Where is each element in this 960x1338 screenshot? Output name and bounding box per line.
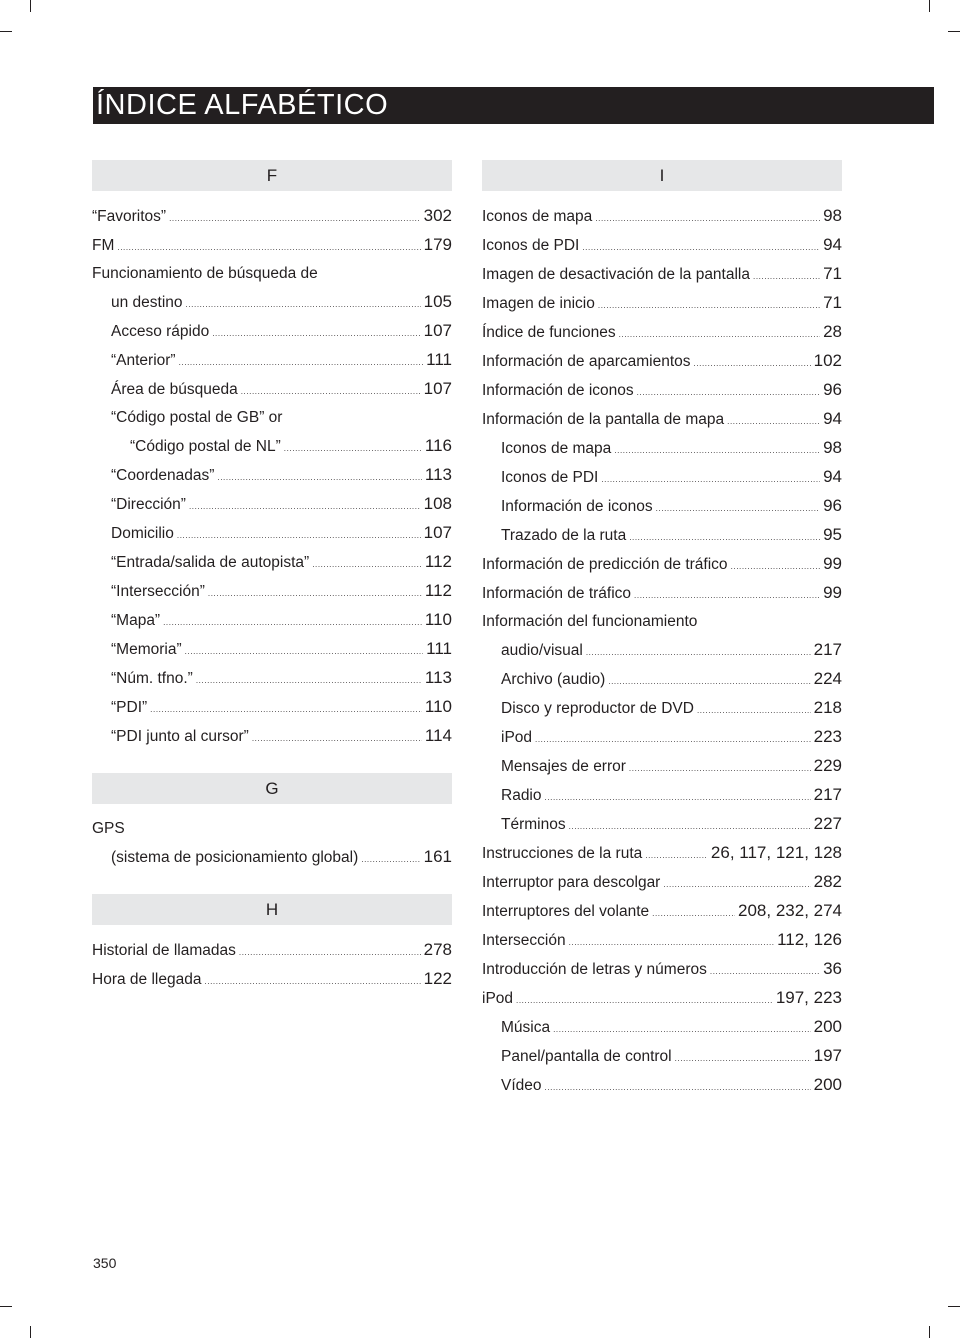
dot-leader [656, 504, 820, 512]
entry-label: Instrucciones de la ruta [482, 845, 643, 862]
entry-label: Interruptor para descolgar [482, 874, 661, 891]
entry-label: Imagen de desactivación de la pantalla [482, 266, 750, 283]
entry-label: Trazado de la ruta [501, 527, 627, 544]
entry-page: 71 [823, 293, 842, 312]
entry-page: 218 [813, 698, 842, 717]
entry-label: Mensajes de error [501, 758, 626, 775]
entry-page: 71 [823, 264, 842, 283]
index-subentry[interactable] [482, 752, 842, 781]
entry-page: 26, 117, 121, 128 [710, 843, 842, 862]
entry-page: 111 [426, 639, 452, 658]
index-subentry[interactable] [92, 317, 452, 346]
dot-leader [361, 855, 420, 863]
dot-leader [595, 214, 820, 222]
index-entry[interactable] [482, 839, 842, 868]
page-number: 350 [93, 1255, 117, 1271]
dot-leader [169, 214, 421, 222]
crop-mark [0, 31, 12, 32]
index-entry[interactable] [482, 636, 842, 665]
entry-label: Iconos de mapa [501, 440, 612, 457]
entry-label: Archivo (audio) [501, 671, 606, 688]
entry-page: 217 [813, 640, 842, 659]
entry-label: Acceso rápido [111, 323, 210, 340]
dot-leader [586, 648, 811, 656]
entry-page: 112, 126 [777, 930, 842, 949]
entry-page: 197, 223 [775, 988, 842, 1007]
index-entry[interactable] [482, 260, 842, 289]
entry-label: Interruptores del volante [482, 903, 650, 920]
index-subentry[interactable] [482, 434, 842, 463]
index-subentry[interactable] [482, 492, 842, 521]
dot-leader [217, 473, 421, 481]
section-letter: G [265, 779, 279, 798]
index-subentry[interactable] [482, 1071, 842, 1100]
entry-page: 99 [823, 554, 842, 573]
dot-leader [601, 475, 820, 483]
entry-page: 107 [423, 523, 452, 542]
index-subentry[interactable] [92, 606, 452, 635]
index-column-left [92, 160, 452, 994]
entry-label: (sistema de posicionamiento global) [111, 849, 359, 866]
crop-mark [948, 1306, 960, 1307]
entry-label: Vídeo [501, 1077, 542, 1094]
dot-leader [177, 531, 421, 539]
index-subentry[interactable] [482, 694, 842, 723]
index-entry[interactable] [92, 965, 452, 994]
index-subentry[interactable] [482, 723, 842, 752]
section-header-g [92, 773, 452, 804]
index-entry[interactable] [482, 347, 842, 376]
entry-page: 28 [823, 322, 842, 341]
crop-mark [30, 1326, 31, 1338]
dot-leader [241, 387, 421, 395]
dot-leader [545, 1083, 811, 1091]
index-subentry[interactable] [482, 1013, 842, 1042]
entry-first-line: Información del funcionamiento [482, 613, 698, 630]
entry-page: 95 [823, 525, 842, 544]
entry-page: 278 [423, 940, 452, 959]
index-entry[interactable] [92, 288, 452, 317]
crop-mark [929, 0, 930, 12]
entry-page: 111 [426, 350, 452, 369]
entry-page: 161 [423, 847, 452, 866]
index-entry[interactable] [482, 318, 842, 347]
index-subentry[interactable] [92, 432, 452, 461]
entry-label: Disco y reproductor de DVD [501, 700, 694, 717]
dot-leader [731, 562, 821, 570]
entry-label: Información de iconos [482, 382, 634, 399]
entry-label: “Anterior” [111, 352, 176, 369]
dot-leader [753, 272, 820, 280]
entry-label: Hora de llegada [92, 971, 202, 988]
section-g-entries [92, 804, 452, 872]
index-entry[interactable] [482, 984, 842, 1013]
entry-label: Información de iconos [501, 498, 653, 515]
dot-leader [196, 676, 422, 684]
section-h-entries [92, 925, 452, 994]
entry-label: iPod [482, 990, 514, 1007]
entry-page: 94 [823, 409, 842, 428]
dot-leader [204, 977, 420, 985]
entry-first-line: Funcionamiento de búsqueda de [92, 265, 318, 282]
index-subentry[interactable] [482, 810, 842, 839]
entry-page: 197 [813, 1046, 842, 1065]
entry-label: Área de búsqueda [111, 381, 238, 398]
crop-mark [0, 1306, 12, 1307]
entry-page: 112 [424, 581, 452, 600]
entry-page: 229 [813, 756, 842, 775]
index-entry[interactable] [482, 897, 842, 926]
entry-label: “Mapa” [111, 612, 161, 629]
index-entry[interactable] [482, 868, 842, 897]
index-entry[interactable] [92, 202, 452, 231]
dot-leader [239, 948, 421, 956]
index-subentry[interactable] [92, 722, 452, 751]
index-entry[interactable] [92, 843, 452, 872]
entry-label: “PDI” [111, 699, 148, 716]
entry-label: “Memoria” [111, 641, 182, 658]
index-subentry[interactable] [92, 346, 452, 375]
index-subentry[interactable] [482, 463, 842, 492]
dot-leader [619, 330, 821, 338]
entry-page: 98 [823, 438, 842, 457]
dot-leader [189, 502, 421, 510]
entry-label: Domicilio [111, 525, 174, 542]
entry-page: 94 [823, 235, 842, 254]
entry-label: “Intersección” [111, 583, 205, 600]
entry-label: Introducción de letras y números [482, 961, 707, 978]
entry-page: 113 [424, 465, 452, 484]
entry-label: Información de tráfico [482, 585, 632, 602]
entry-first-line: GPS [92, 820, 125, 837]
entry-label: “Coordenadas” [111, 467, 215, 484]
entry-page: 179 [423, 235, 452, 254]
entry-label: iPod [501, 729, 533, 746]
entry-page: 217 [813, 785, 842, 804]
entry-page: 108 [423, 494, 452, 513]
entry-label: Iconos de mapa [482, 208, 593, 225]
index-subentry[interactable] [92, 577, 452, 606]
entry-page: 114 [424, 726, 452, 745]
index-subentry[interactable] [482, 1042, 842, 1071]
dot-leader [312, 560, 422, 568]
index-entry[interactable] [92, 936, 452, 965]
entry-page: 107 [423, 379, 452, 398]
index-column-right [482, 160, 842, 1100]
entry-label: Intersección [482, 932, 566, 949]
crop-mark [929, 1326, 930, 1338]
index-subentry[interactable] [92, 519, 452, 548]
entry-page: 113 [424, 668, 452, 687]
entry-page: 105 [423, 292, 452, 311]
dot-leader [598, 301, 820, 309]
entry-page: 200 [813, 1075, 842, 1094]
entry-label: Radio [501, 787, 542, 804]
dot-leader [545, 793, 811, 801]
index-subentry[interactable] [92, 490, 452, 519]
index-subentry[interactable] [92, 635, 452, 664]
dot-leader [252, 734, 422, 742]
entry-page: 96 [823, 380, 842, 399]
section-letter: F [266, 166, 278, 185]
dot-leader [663, 880, 810, 888]
section-letter: I [659, 166, 665, 185]
index-subentry[interactable] [482, 521, 842, 550]
index-entry[interactable] [482, 231, 842, 260]
section-header-i [482, 160, 842, 191]
entry-label: Información de la pantalla de mapa [482, 411, 725, 428]
entry-label: Términos [501, 816, 566, 833]
section-f-entries [92, 191, 452, 751]
dot-leader [629, 533, 820, 541]
section-header-h [92, 894, 452, 925]
index-entry[interactable] [482, 405, 842, 434]
dot-leader [150, 705, 422, 713]
entry-page: 112 [424, 552, 452, 571]
dot-leader [569, 822, 811, 830]
index-subentry[interactable] [92, 461, 452, 490]
entry-page: 110 [424, 610, 452, 629]
section-i-entries [482, 191, 842, 1100]
dot-leader [608, 677, 810, 685]
entry-page: 302 [423, 206, 452, 225]
index-subentry[interactable] [482, 665, 842, 694]
entry-label: “Código postal de NL” [130, 438, 281, 455]
dot-leader [163, 618, 422, 626]
entry-label: FM [92, 237, 115, 254]
entry-label: Información de predicción de tráfico [482, 556, 728, 573]
entry-page: 223 [813, 727, 842, 746]
dot-leader [208, 589, 422, 597]
index-subentry[interactable] [92, 664, 452, 693]
dot-leader [697, 706, 811, 714]
dot-leader [185, 647, 424, 655]
index-subentry[interactable] [482, 781, 842, 810]
entry-label: Información de aparcamientos [482, 353, 691, 370]
dot-leader [710, 967, 820, 975]
entry-label: Imagen de inicio [482, 295, 595, 312]
entry-page: 122 [423, 969, 452, 988]
entry-page: 208, 232, 274 [738, 901, 842, 920]
index-subentry[interactable] [92, 693, 452, 722]
dot-leader [516, 996, 773, 1004]
index-entry[interactable] [482, 955, 842, 984]
entry-page: 282 [813, 872, 842, 891]
index-title: ÍNDICE ALFABÉTICO [96, 89, 389, 121]
index-header [93, 87, 934, 124]
dot-leader [652, 909, 735, 917]
entry-page: 200 [813, 1017, 842, 1036]
crop-mark [30, 0, 31, 12]
index-subentry[interactable] [92, 375, 452, 404]
entry-label: un destino [111, 294, 183, 311]
index-entry[interactable] [92, 231, 452, 260]
dot-leader [117, 243, 420, 251]
dot-leader [212, 329, 420, 337]
dot-leader [645, 851, 708, 859]
dot-leader [186, 300, 421, 308]
entry-page: 107 [423, 321, 452, 340]
dot-leader [535, 735, 811, 743]
index-entry[interactable] [482, 289, 842, 318]
entry-page: 227 [813, 814, 842, 833]
dot-leader [637, 388, 820, 396]
entry-page: 102 [813, 351, 842, 370]
dot-leader [614, 446, 820, 454]
index-entry[interactable] [482, 579, 842, 608]
dot-leader [569, 938, 775, 946]
section-letter: H [265, 900, 279, 919]
section-header-f [92, 160, 452, 191]
entry-label: Índice de funciones [482, 324, 616, 341]
dot-leader [675, 1054, 811, 1062]
index-entry[interactable] [482, 550, 842, 579]
entry-label: Música [501, 1019, 551, 1036]
entry-label: “Entrada/salida de autopista” [111, 554, 310, 571]
index-subentry[interactable] [92, 548, 452, 577]
entry-label: Iconos de PDI [482, 237, 580, 254]
crop-mark [948, 31, 960, 32]
entry-page: 96 [823, 496, 842, 515]
dot-leader [582, 243, 820, 251]
entry-label: “PDI junto al cursor” [111, 728, 249, 745]
entry-page: 36 [823, 959, 842, 978]
entry-label: audio/visual [501, 642, 583, 659]
dot-leader [629, 764, 811, 772]
entry-label: Panel/pantalla de control [501, 1048, 672, 1065]
index-entry[interactable] [482, 202, 842, 231]
entry-label: “Favoritos” [92, 208, 167, 225]
dot-leader [284, 444, 422, 452]
entry-label: Historial de llamadas [92, 942, 236, 959]
entry-page: 224 [813, 669, 842, 688]
entry-page: 116 [424, 436, 452, 455]
entry-page: 110 [424, 697, 452, 716]
entry-label: “Dirección” [111, 496, 186, 513]
entry-page: 98 [823, 206, 842, 225]
entry-label: “Núm. tfno.” [111, 670, 193, 687]
dot-leader [553, 1025, 811, 1033]
entry-label: Iconos de PDI [501, 469, 599, 486]
dot-leader [727, 417, 820, 425]
dot-leader [634, 591, 820, 599]
dot-leader [179, 358, 424, 366]
dot-leader [694, 359, 811, 367]
index-entry[interactable] [482, 926, 842, 955]
index-entry[interactable] [482, 376, 842, 405]
entry-first-line: “Código postal de GB” or [111, 409, 283, 426]
entry-page: 94 [823, 467, 842, 486]
entry-page: 99 [823, 583, 842, 602]
